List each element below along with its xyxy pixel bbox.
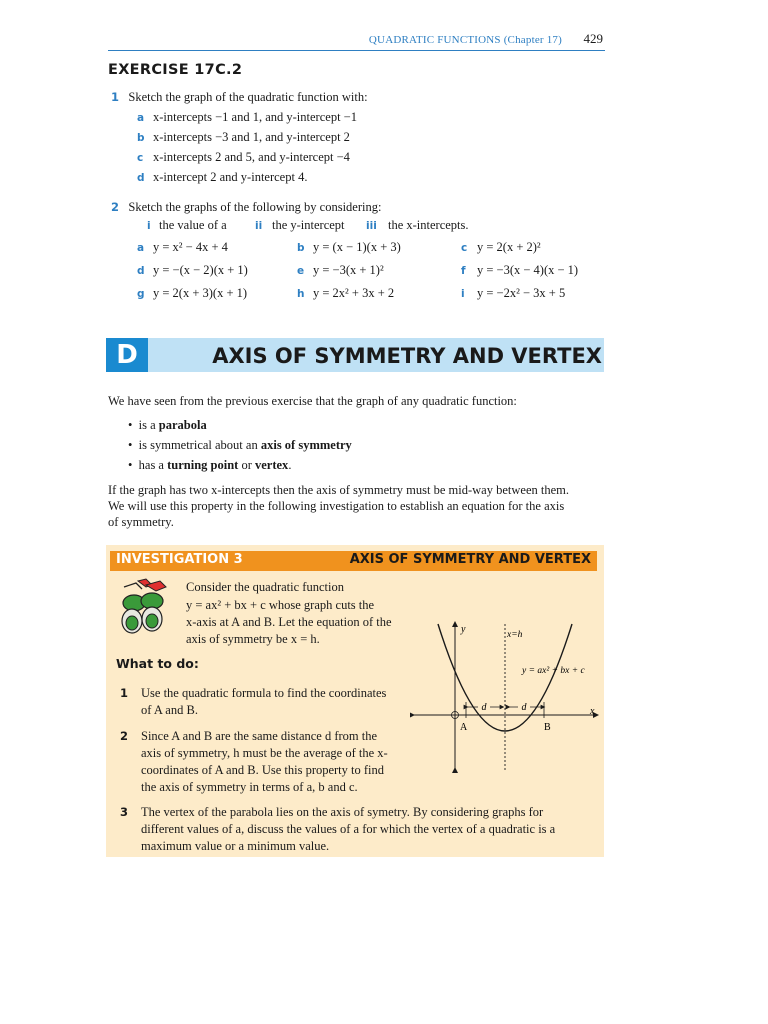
part-2g: g y = 2(x + 3)(x + 1) [137, 286, 248, 300]
paragraph-line-1: If the graph has two x-intercepts then the axis of symmetry must be mid-way between them. [108, 483, 569, 497]
what-to-do-heading: What to do: [116, 656, 199, 671]
part-2f: f y = −3(x − 4)(x − 1) [461, 263, 579, 277]
bullet-axis: • is symmetrical about an axis of symmetry [128, 438, 352, 452]
paragraph-line-2: We will use this property in the following investigation to establish an equation for the axis [108, 499, 565, 513]
running-header [108, 30, 605, 51]
part-1a: a x-intercepts −1 and 1, and y-intercept −1 [137, 110, 357, 124]
binoculars-icon [116, 577, 172, 639]
question-number: 2 [111, 200, 120, 214]
consideration-ii: ii the y-intercept [255, 218, 345, 232]
point-b-label: B [544, 722, 551, 733]
consideration-i: i the value of a [147, 218, 227, 232]
d-label-right: d [521, 702, 527, 713]
question-prompt: Sketch the graph of the quadratic function with: [128, 90, 368, 104]
part-2b: b y = (x − 1)(x + 3) [297, 240, 401, 254]
d-label-left: d [481, 702, 487, 713]
part-2i: i y = −2x² − 3x + 5 [461, 286, 566, 300]
investigation-header [110, 551, 597, 571]
question-2 [111, 200, 381, 215]
part-1c: c x-intercepts 2 and 5, and y-intercept −4 [137, 150, 350, 164]
point-a-label: A [460, 722, 468, 733]
question-1 [111, 90, 368, 105]
part-1d: d x-intercept 2 and y-intercept 4. [137, 170, 308, 184]
investigation-title: AXIS OF SYMMETRY AND VERTEX [349, 552, 591, 567]
page-number: 429 [583, 31, 603, 46]
question-prompt: Sketch the graphs of the following by considering: [128, 200, 382, 214]
chapter-title: QUADRATIC FUNCTIONS (Chapter 17) [368, 34, 562, 46]
bullet-dot: • [128, 438, 133, 452]
part-2c: c y = 2(x + 2)² [461, 240, 541, 254]
investigation-intro-2: y = ax² + bx + c whose graph cuts the [186, 598, 375, 612]
section-letter: D [106, 338, 148, 372]
bullet-dot: • [128, 418, 133, 432]
part-2a: a y = x² − 4x + 4 [137, 240, 228, 254]
curve-equation-label: y = ax² + bx + c [522, 666, 585, 676]
part-1b: b x-intercepts −3 and 1, and y-intercept 2 [137, 130, 350, 144]
bullet-parabola: • is a parabola [128, 418, 207, 432]
question-number: 1 [111, 90, 120, 104]
part-2e: e y = −3(x + 1)² [297, 263, 384, 277]
parabola-diagram [410, 618, 602, 778]
intro-text: We have seen from the previous exercise that the graph of any quadratic function: [108, 394, 517, 408]
investigation-intro-3: x-axis at A and B. Let the equation of the [186, 615, 392, 629]
paragraph-line-3: of symmetry. [108, 515, 174, 529]
investigation-label: INVESTIGATION 3 [116, 552, 243, 567]
bullet-dot: • [128, 458, 133, 472]
axis-equation-label: x=h [507, 630, 523, 640]
part-2h: h y = 2x² + 3x + 2 [297, 286, 395, 300]
section-title: AXIS OF SYMMETRY AND VERTEX [212, 344, 602, 368]
x-axis-label: x [590, 706, 595, 717]
exercise-title: EXERCISE 17C.2 [108, 62, 243, 78]
investigation-intro-4: axis of symmetry be x = h. [186, 632, 320, 646]
consideration-iii: iii the x-intercepts. [366, 218, 469, 232]
investigation-intro-1: Consider the quadratic function [186, 580, 344, 594]
y-axis-label: y [461, 624, 466, 635]
part-2d: d y = −(x − 2)(x + 1) [137, 263, 248, 277]
bullet-vertex: • has a turning point or vertex. [128, 458, 292, 472]
